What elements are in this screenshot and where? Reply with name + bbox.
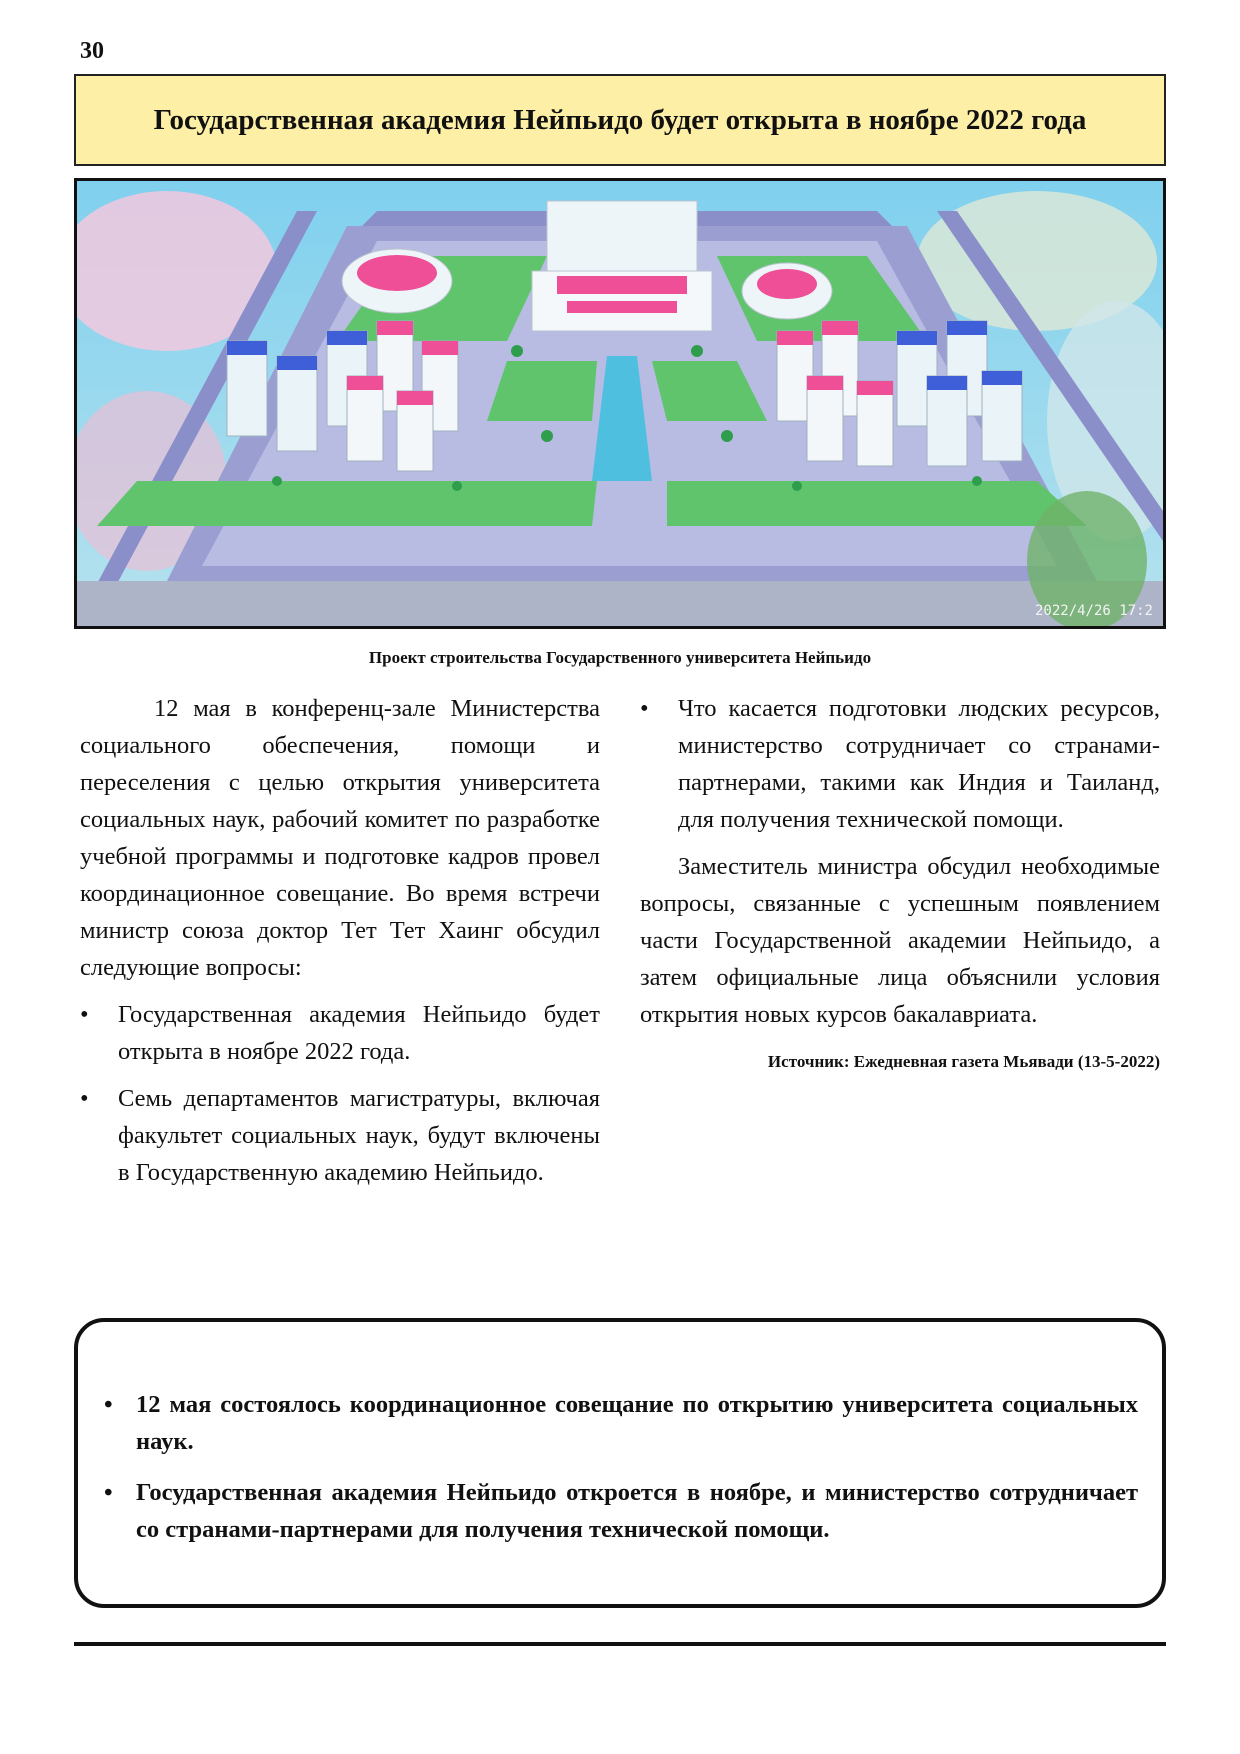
summary-item: • 12 мая состоялось координационное совещание по открытию университета социальных наук. [96,1386,1138,1460]
source-note: Источник: Ежедневная газета Мьявади (13-5-2022) [767,1052,1160,1071]
main-building [532,201,712,331]
right-bullet-list [640,690,1160,838]
bottom-rule [74,1642,1166,1646]
summary-box [74,1318,1166,1608]
list-item: • Государственная академия Нейпьидо будет открыта в ноябре 2022 года. [80,996,600,1070]
deputy-paragraph: Заместитель министра обсудил необходимые вопросы, связанные с успешным появлением части Государственной академии Нейпьидо, а затем официальные лица объяснили условия открытия новых курсов бакалавриата. [640,853,1160,1028]
right-column [640,690,1160,1080]
page-title: Государственная академия Нейпьидо будет открыта в ноябре 2022 года [153,103,1087,136]
figure-caption: Проект строительства Государственного университета Нейпьидо [368,648,872,667]
list-item: • Семь департаментов магистратуры, включая факультет социальных наук, будут включены в Государственную академию Нейпьидо. [80,1080,600,1191]
summary-item: • Государственная академия Нейпьидо откроется в ноябре, и министерство сотрудничает со странами-партнерами для получения технической помощи. [96,1474,1138,1548]
page-number: 30 [80,38,104,64]
photo-timestamp: 2022/4/26 17:2 [1034,603,1153,619]
summary-list [96,1386,1138,1548]
intro-paragraph: 12 мая в конференц-зале Министерства социального обеспечения, помощи и переселения с целью открытия университета социальных наук, рабочий комитет по разработке учебной программы и подготовке кадров провел координационное совещание. Во время встречи министр союза доктор Тет Тет Хаинг обсудил следующие вопросы: [80,695,600,981]
left-column [80,690,600,1201]
campus-rendering-photo [74,178,1166,629]
left-bullet-list [80,996,600,1191]
list-item: • Что касается подготовки людских ресурсов, министерство сотрудничает со странами-партнерами, такими как Индия и Таиланд, для получения технической помощи. [640,690,1160,838]
title-box [74,74,1166,166]
